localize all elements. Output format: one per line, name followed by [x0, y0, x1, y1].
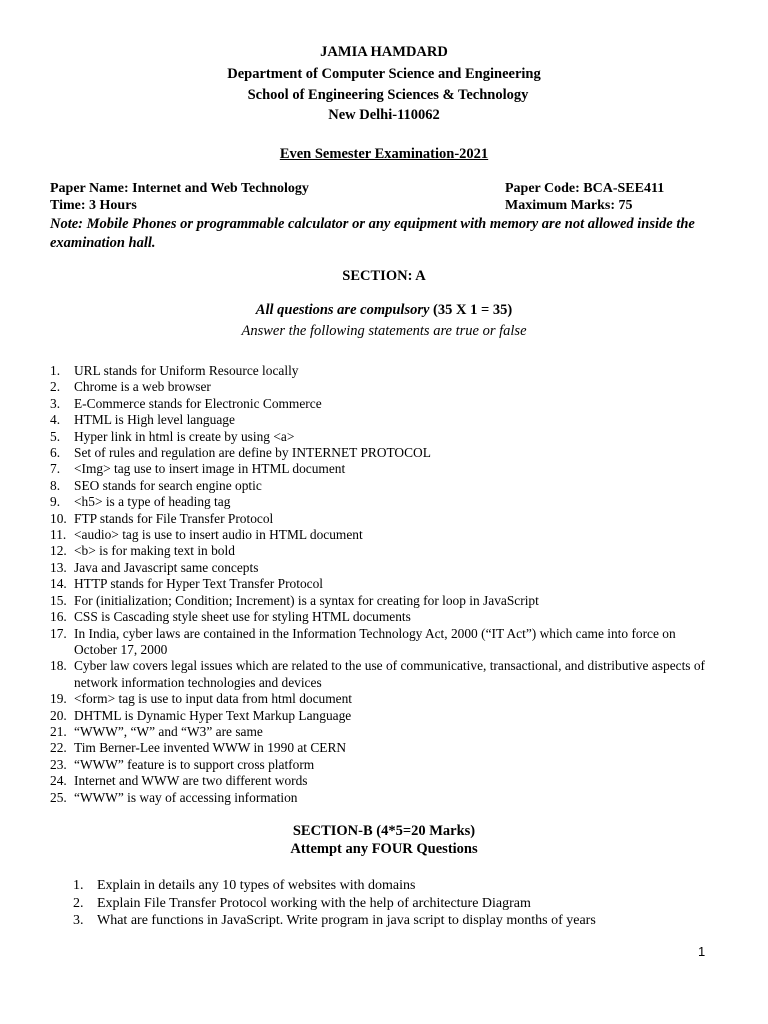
time-value: 3 Hours: [89, 198, 137, 213]
question-item: [50, 363, 710, 379]
question-text: E-Commerce stands for Electronic Commerce: [74, 395, 322, 411]
maximum-marks: [505, 198, 633, 214]
exam-title: Even Semester Examination-2021: [279, 146, 489, 162]
question-item: [50, 708, 710, 724]
question-text: For (initialization; Condition; Increment) is a syntax for creating for loop in JavaScript: [74, 592, 539, 608]
question-text: In India, cyber laws are contained in the Information Technology Act, 2000 (“IT Act”) which came into force on October 17, 2000: [74, 625, 676, 657]
question-item: [50, 543, 710, 559]
question-item: [50, 412, 710, 428]
question-number: 14.: [50, 576, 67, 592]
question-number: 11.: [50, 527, 67, 543]
question-number: 6.: [50, 445, 61, 461]
exam-time: [50, 198, 137, 214]
question-item: [50, 724, 710, 740]
paper-code-label: Paper Code:: [505, 181, 580, 196]
question-number: 21.: [50, 723, 67, 739]
question-text: <audio> tag is use to insert audio in HTML document: [74, 527, 363, 543]
question-text: URL stands for Uniform Resource locally: [74, 363, 299, 378]
question-number: 1.: [50, 363, 61, 378]
question-text: <b> is for making text in bold: [74, 543, 235, 559]
question-item: [50, 527, 710, 543]
question-item: [73, 877, 713, 895]
marks-value: 75: [618, 198, 633, 213]
question-number: 22.: [50, 740, 67, 756]
question-item: [50, 576, 710, 592]
question-text: <h5> is a type of heading tag: [74, 494, 231, 510]
question-item: [73, 895, 713, 913]
question-text: “WWW” is way of accessing information: [74, 789, 298, 805]
question-text: Explain in details any 10 types of websites with domains: [97, 878, 416, 893]
paper-name-value: Internet and Web Technology: [132, 181, 309, 196]
university-name: JAMIA HAMDARD: [320, 44, 448, 60]
question-item: [73, 912, 713, 930]
section-a-title: SECTION: A: [342, 268, 426, 284]
question-text: SEO stands for search engine optic: [74, 477, 262, 493]
question-item: [50, 379, 710, 395]
section-b-question-list: [73, 877, 713, 930]
question-item: [50, 757, 710, 773]
question-text: Java and Javascript same concepts: [74, 559, 259, 575]
question-item: [50, 478, 710, 494]
question-text: Chrome is a web browser: [74, 379, 211, 395]
question-number: 9.: [50, 494, 61, 510]
question-text: HTML is High level language: [74, 412, 235, 428]
school-name: School of Engineering Sciences & Technology: [247, 87, 529, 103]
question-text: “WWW”, “W” and “W3” are same: [74, 723, 263, 739]
question-text: What are functions in JavaScript. Write program in java script to display months of years: [97, 913, 596, 928]
question-number: 18.: [50, 658, 67, 674]
question-text: <form> tag is use to input data from html document: [74, 691, 353, 707]
question-number: 17.: [50, 625, 67, 641]
question-item: [50, 396, 710, 412]
question-item: [50, 494, 710, 510]
question-item: [50, 511, 710, 527]
question-number: 8.: [50, 477, 61, 493]
question-number: 24.: [50, 773, 67, 789]
question-number: 19.: [50, 691, 67, 707]
section-b-instruction: Attempt any FOUR Questions: [290, 841, 478, 857]
question-text: Internet and WWW are two different words: [74, 773, 308, 789]
time-label: Time:: [50, 198, 86, 213]
paper-name-label: Paper Name:: [50, 181, 129, 196]
question-number: 15.: [50, 592, 67, 608]
question-number: 13.: [50, 559, 67, 575]
paper-name: [50, 181, 309, 197]
section-a-instruction: [0, 302, 768, 319]
question-item: [50, 461, 710, 477]
question-number: 25.: [50, 789, 67, 805]
question-item: [50, 593, 710, 609]
exam-note: Note: Mobile Phones or programmable calculator or any equipment with memory are not allowed inside the examination hall.: [50, 216, 695, 251]
page-number: 1: [698, 944, 706, 959]
question-item: [50, 445, 710, 461]
instruction-text: All questions are compulsory: [255, 302, 430, 318]
question-text: Hyper link in html is create by using <a>: [74, 428, 295, 444]
question-number: 7.: [50, 461, 61, 477]
instruction-marks: (35 X 1 = 35): [433, 302, 513, 318]
department-name: Department of Computer Science and Engineering: [227, 66, 541, 82]
question-number: 20.: [50, 707, 67, 723]
question-text: Explain File Transfer Protocol working with the help of architecture Diagram: [97, 895, 531, 911]
question-item: [50, 626, 710, 659]
question-text: Tim Berner-Lee invented WWW in 1990 at CERN: [74, 740, 347, 756]
question-number: 3.: [73, 913, 84, 928]
question-item: [50, 560, 710, 576]
question-item: [50, 773, 710, 789]
question-item: [50, 740, 710, 756]
question-text: <Img> tag use to insert image in HTML document: [74, 461, 346, 477]
address: New Delhi-110062: [328, 107, 440, 123]
paper-code: [505, 181, 664, 197]
section-a-subinstruction: Answer the following statements are true or false: [241, 323, 527, 339]
true-false-question-list: [50, 363, 710, 806]
question-number: 12.: [50, 543, 67, 559]
question-item: [50, 609, 710, 625]
question-number: 2.: [73, 895, 84, 911]
question-number: 10.: [50, 510, 67, 526]
question-number: 5.: [50, 428, 61, 444]
paper-code-value: BCA-SEE411: [583, 181, 665, 196]
question-item: [50, 790, 710, 806]
question-number: 23.: [50, 756, 67, 772]
question-item: [50, 691, 710, 707]
question-text: Set of rules and regulation are define by INTERNET PROTOCOL: [74, 445, 431, 461]
question-item: [50, 658, 710, 691]
section-b-title: SECTION-B (4*5=20 Marks): [292, 823, 476, 839]
marks-label: Maximum Marks:: [505, 198, 616, 213]
question-text: FTP stands for File Transfer Protocol: [74, 510, 274, 526]
question-number: 3.: [50, 395, 61, 411]
question-item: [50, 429, 710, 445]
question-text: Cyber law covers legal issues which are related to the use of communicative, transactional, and distributive aspects of network information technologies and devices: [74, 658, 706, 690]
question-number: 2.: [50, 379, 61, 395]
question-text: DHTML is Dynamic Hyper Text Markup Language: [74, 707, 352, 723]
question-number: 1.: [73, 878, 84, 893]
question-text: CSS is Cascading style sheet use for styling HTML documents: [74, 609, 411, 625]
question-number: 16.: [50, 609, 67, 625]
question-text: HTTP stands for Hyper Text Transfer Protocol: [74, 576, 323, 592]
question-text: “WWW” feature is to support cross platform: [74, 756, 315, 772]
question-number: 4.: [50, 412, 61, 428]
